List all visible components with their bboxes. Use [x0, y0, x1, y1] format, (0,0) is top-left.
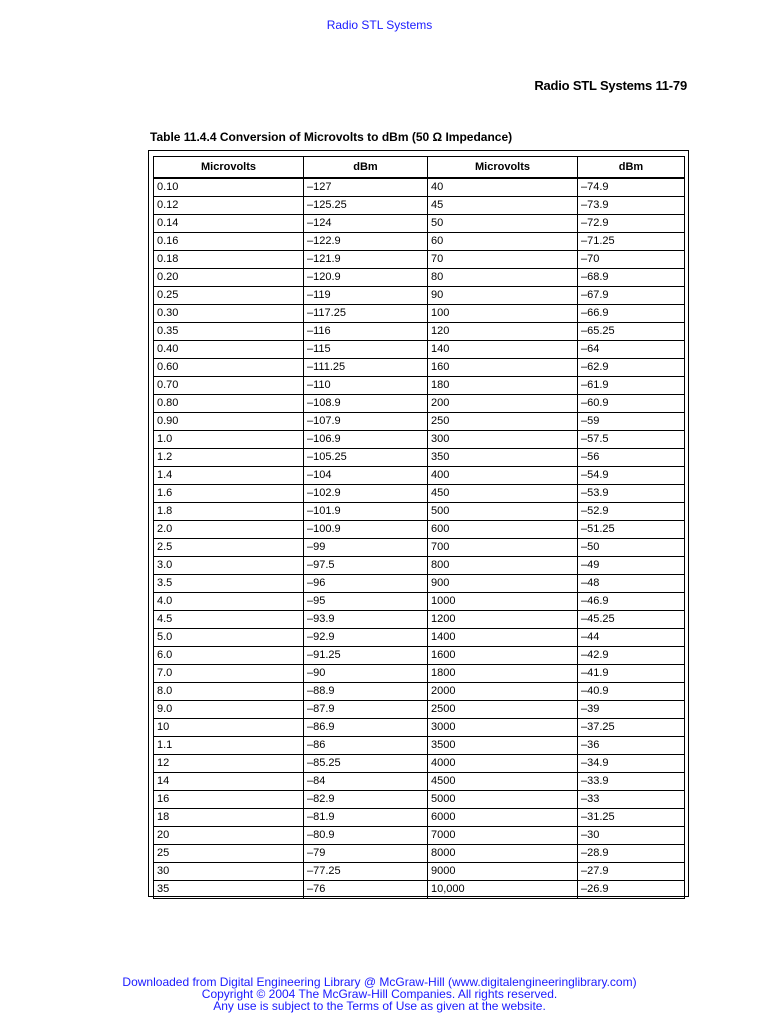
table-cell: 4500	[428, 773, 578, 791]
table-cell: 6.0	[154, 647, 304, 665]
table-cell: 500	[428, 503, 578, 521]
table-row	[154, 701, 685, 719]
table-cell: –122.9	[304, 233, 428, 251]
table-cell: –85.25	[304, 755, 428, 773]
table-body	[154, 178, 685, 899]
table-cell: 300	[428, 431, 578, 449]
table-cell: 3.5	[154, 575, 304, 593]
table-cell: –65.25	[578, 323, 685, 341]
table-row	[154, 683, 685, 701]
table-cell: –66.9	[578, 305, 685, 323]
table-cell: 1400	[428, 629, 578, 647]
table-row	[154, 215, 685, 233]
table-cell: 100	[428, 305, 578, 323]
table-header-row	[154, 157, 685, 179]
table-caption: Table 11.4.4 Conversion of Microvolts to dBm (50 Ω Impedance)	[150, 130, 513, 144]
table-cell: –108.9	[304, 395, 428, 413]
table-cell: 0.16	[154, 233, 304, 251]
table-cell: 6000	[428, 809, 578, 827]
table-cell: –116	[304, 323, 428, 341]
table-cell: –99	[304, 539, 428, 557]
table-cell: 800	[428, 557, 578, 575]
table-cell: 1600	[428, 647, 578, 665]
table-cell: 4.5	[154, 611, 304, 629]
table-cell: 1.6	[154, 485, 304, 503]
table-cell: –36	[578, 737, 685, 755]
table-cell: 0.80	[154, 395, 304, 413]
table-cell: 14	[154, 773, 304, 791]
table-cell: –120.9	[304, 269, 428, 287]
table-cell: –62.9	[578, 359, 685, 377]
table-cell: 160	[428, 359, 578, 377]
table-cell: –33	[578, 791, 685, 809]
table-cell: 0.18	[154, 251, 304, 269]
table-cell: 1200	[428, 611, 578, 629]
table-cell: –34.9	[578, 755, 685, 773]
column-header: Microvolts	[154, 157, 304, 179]
table-row	[154, 647, 685, 665]
table-cell: 0.30	[154, 305, 304, 323]
table-cell: 4.0	[154, 593, 304, 611]
table-cell: –30	[578, 827, 685, 845]
table-cell: 25	[154, 845, 304, 863]
table-row	[154, 377, 685, 395]
table-cell: 5.0	[154, 629, 304, 647]
table-cell: 20	[154, 827, 304, 845]
table-cell: 0.70	[154, 377, 304, 395]
table-cell: 90	[428, 287, 578, 305]
table-cell: –119	[304, 287, 428, 305]
table-cell: –105.25	[304, 449, 428, 467]
table-row	[154, 665, 685, 683]
table-row	[154, 719, 685, 737]
table-cell: –72.9	[578, 215, 685, 233]
table-cell: 0.12	[154, 197, 304, 215]
table-row	[154, 575, 685, 593]
table-cell: –97.5	[304, 557, 428, 575]
table-cell: –104	[304, 467, 428, 485]
table-cell: –107.9	[304, 413, 428, 431]
table-cell: 200	[428, 395, 578, 413]
footer-copyright: Copyright © 2004 The McGraw-Hill Companies. All rights reserved.	[201, 987, 558, 1001]
table-cell: 45	[428, 197, 578, 215]
table-cell: –96	[304, 575, 428, 593]
table-cell: –50	[578, 539, 685, 557]
table-cell: –84	[304, 773, 428, 791]
table-cell: 0.10	[154, 178, 304, 197]
table-cell: 0.14	[154, 215, 304, 233]
table-cell: 1.8	[154, 503, 304, 521]
table-cell: –68.9	[578, 269, 685, 287]
table-cell: –95	[304, 593, 428, 611]
table-row	[154, 233, 685, 251]
table-cell: 0.40	[154, 341, 304, 359]
table-cell: 700	[428, 539, 578, 557]
table-cell: –88.9	[304, 683, 428, 701]
table-cell: –39	[578, 701, 685, 719]
table-row	[154, 737, 685, 755]
table-cell: –121.9	[304, 251, 428, 269]
table-cell: –76	[304, 881, 428, 899]
table-cell: –28.9	[578, 845, 685, 863]
table-cell: 9.0	[154, 701, 304, 719]
table-row	[154, 593, 685, 611]
table-cell: –79	[304, 845, 428, 863]
table-cell: –44	[578, 629, 685, 647]
table-cell: –60.9	[578, 395, 685, 413]
table-cell: –100.9	[304, 521, 428, 539]
table-cell: –56	[578, 449, 685, 467]
table-row	[154, 449, 685, 467]
table-cell: 3000	[428, 719, 578, 737]
table-cell: –106.9	[304, 431, 428, 449]
column-header: Microvolts	[428, 157, 578, 179]
table-cell: –67.9	[578, 287, 685, 305]
table-cell: 1.2	[154, 449, 304, 467]
table-cell: 140	[428, 341, 578, 359]
table-cell: 8000	[428, 845, 578, 863]
table-cell: –26.9	[578, 881, 685, 899]
table-cell: –42.9	[578, 647, 685, 665]
table-cell: 10,000	[428, 881, 578, 899]
table-row	[154, 485, 685, 503]
table-cell: –110	[304, 377, 428, 395]
table-row	[154, 413, 685, 431]
table-row	[154, 863, 685, 881]
table-cell: 350	[428, 449, 578, 467]
table-row	[154, 629, 685, 647]
running-head: Radio STL Systems 11-79	[534, 78, 687, 93]
table-cell: –37.25	[578, 719, 685, 737]
table-row	[154, 503, 685, 521]
table-row	[154, 305, 685, 323]
table-cell: 8.0	[154, 683, 304, 701]
table-cell: –46.9	[578, 593, 685, 611]
table-cell: 900	[428, 575, 578, 593]
table-row	[154, 178, 685, 197]
table-row	[154, 269, 685, 287]
table-frame	[148, 150, 689, 897]
table-cell: –27.9	[578, 863, 685, 881]
table-cell: 1.1	[154, 737, 304, 755]
table-cell: 1.4	[154, 467, 304, 485]
conversion-table	[153, 156, 685, 899]
table-cell: –74.9	[578, 178, 685, 197]
table-cell: –33.9	[578, 773, 685, 791]
table-cell: –91.25	[304, 647, 428, 665]
table-cell: –117.25	[304, 305, 428, 323]
table-cell: 2.5	[154, 539, 304, 557]
table-cell: –80.9	[304, 827, 428, 845]
table-cell: 4000	[428, 755, 578, 773]
table-cell: 400	[428, 467, 578, 485]
table-cell: –57.5	[578, 431, 685, 449]
table-cell: 16	[154, 791, 304, 809]
table-cell: 60	[428, 233, 578, 251]
table-cell: –82.9	[304, 791, 428, 809]
table-cell: –77.25	[304, 863, 428, 881]
table-cell: –70	[578, 251, 685, 269]
table-cell: 10	[154, 719, 304, 737]
table-cell: 7000	[428, 827, 578, 845]
table-cell: –31.25	[578, 809, 685, 827]
table-cell: –45.25	[578, 611, 685, 629]
table-cell: 80	[428, 269, 578, 287]
table-cell: –59	[578, 413, 685, 431]
table-row	[154, 881, 685, 899]
table-row	[154, 539, 685, 557]
table-cell: –61.9	[578, 377, 685, 395]
table-cell: 120	[428, 323, 578, 341]
table-cell: –40.9	[578, 683, 685, 701]
column-header: dBm	[578, 157, 685, 179]
footer-terms[interactable]: Any use is subject to the Terms of Use as given at the website.	[213, 999, 546, 1013]
table-cell: –93.9	[304, 611, 428, 629]
table-cell: 3500	[428, 737, 578, 755]
table-cell: –92.9	[304, 629, 428, 647]
table-cell: 35	[154, 881, 304, 899]
table-cell: –90	[304, 665, 428, 683]
table-row	[154, 827, 685, 845]
table-cell: –53.9	[578, 485, 685, 503]
table-row	[154, 521, 685, 539]
table-cell: 450	[428, 485, 578, 503]
table-cell: 1000	[428, 593, 578, 611]
table-cell: 0.35	[154, 323, 304, 341]
table-cell: 3.0	[154, 557, 304, 575]
table-cell: –102.9	[304, 485, 428, 503]
table-cell: –127	[304, 178, 428, 197]
table-cell: 2500	[428, 701, 578, 719]
table-cell: –49	[578, 557, 685, 575]
table-cell: –115	[304, 341, 428, 359]
footer-download-link[interactable]: Downloaded from Digital Engineering Library @ McGraw-Hill (www.digitalengineeringlibrary.com)	[122, 975, 637, 989]
table-row	[154, 467, 685, 485]
table-cell: 50	[428, 215, 578, 233]
table-cell: 2.0	[154, 521, 304, 539]
table-row	[154, 845, 685, 863]
table-cell: 30	[154, 863, 304, 881]
table-cell: –52.9	[578, 503, 685, 521]
table-cell: 2000	[428, 683, 578, 701]
table-cell: 180	[428, 377, 578, 395]
table-cell: 40	[428, 178, 578, 197]
footer	[0, 976, 759, 1012]
table-cell: 250	[428, 413, 578, 431]
table-cell: –81.9	[304, 809, 428, 827]
table-cell: 7.0	[154, 665, 304, 683]
table-row	[154, 197, 685, 215]
table-cell: –73.9	[578, 197, 685, 215]
table-cell: –86	[304, 737, 428, 755]
table-row	[154, 341, 685, 359]
table-row	[154, 431, 685, 449]
table-row	[154, 359, 685, 377]
table-cell: –48	[578, 575, 685, 593]
table-cell: –64	[578, 341, 685, 359]
table-row	[154, 287, 685, 305]
table-cell: –41.9	[578, 665, 685, 683]
table-cell: 0.25	[154, 287, 304, 305]
table-cell: –87.9	[304, 701, 428, 719]
table-cell: –51.25	[578, 521, 685, 539]
top-header-link[interactable]: Radio STL Systems	[326, 18, 433, 32]
table-cell: 18	[154, 809, 304, 827]
table-cell: –86.9	[304, 719, 428, 737]
table-row	[154, 809, 685, 827]
table-cell: –101.9	[304, 503, 428, 521]
table-cell: 0.20	[154, 269, 304, 287]
table-cell: –71.25	[578, 233, 685, 251]
table-cell: –54.9	[578, 467, 685, 485]
table-cell: 12	[154, 755, 304, 773]
table-cell: –111.25	[304, 359, 428, 377]
table-row	[154, 755, 685, 773]
table-row	[154, 557, 685, 575]
table-cell: –125.25	[304, 197, 428, 215]
table-cell: 0.90	[154, 413, 304, 431]
table-row	[154, 791, 685, 809]
table-cell: 600	[428, 521, 578, 539]
table-cell: 70	[428, 251, 578, 269]
table-row	[154, 323, 685, 341]
table-cell: 9000	[428, 863, 578, 881]
table-row	[154, 611, 685, 629]
table-cell: 1.0	[154, 431, 304, 449]
table-row	[154, 251, 685, 269]
table-row	[154, 395, 685, 413]
table-cell: 0.60	[154, 359, 304, 377]
table-cell: 1800	[428, 665, 578, 683]
column-header: dBm	[304, 157, 428, 179]
table-row	[154, 773, 685, 791]
table-cell: 5000	[428, 791, 578, 809]
table-cell: –124	[304, 215, 428, 233]
